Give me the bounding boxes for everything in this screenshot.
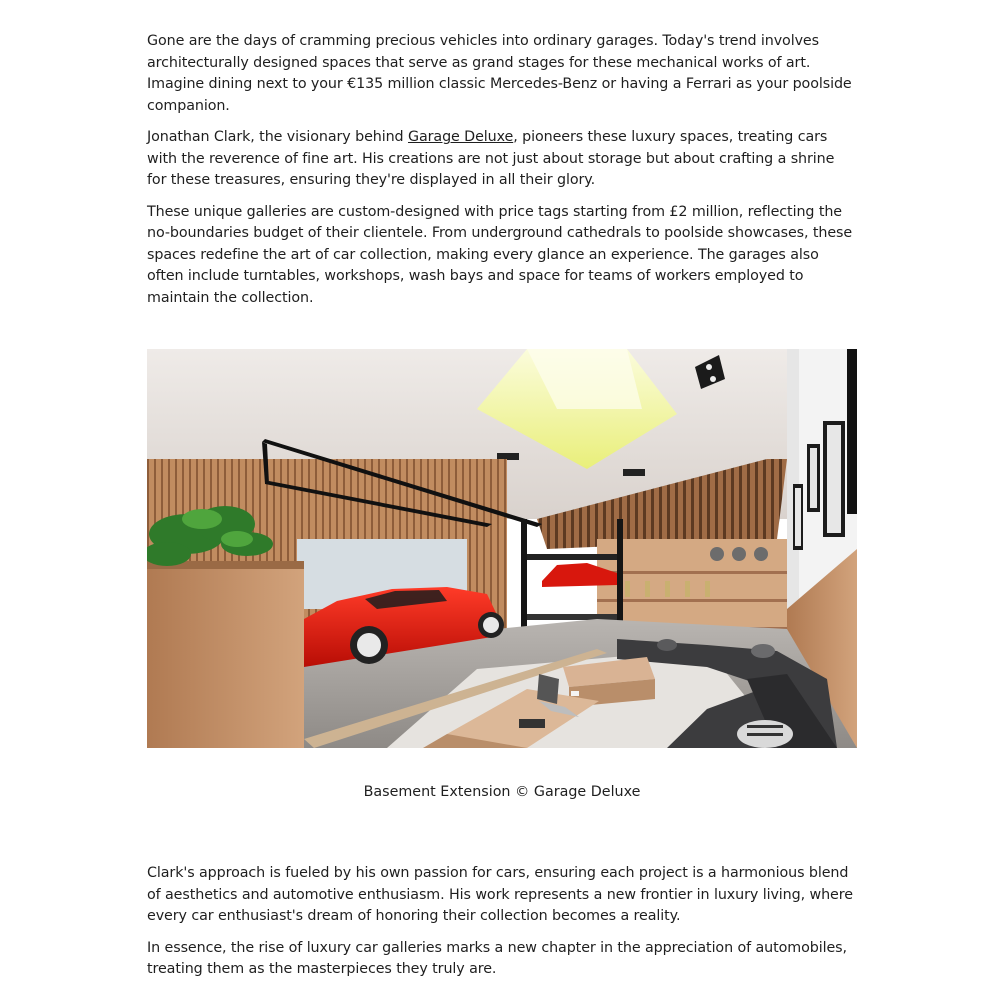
paragraph-approach: Clark's approach is fueled by his own passion for cars, ensuring each project is a harmonious blend of aesthetics and automotive enthusiasm. His work represents a new frontier in luxury living, where every car enthusiast's dream of honoring their collection becomes a reality. [147,865,853,924]
paragraph-text-after-link: , pioneers these luxury spaces, treating cars with the reverence of fine art. His creations are not just about storage but about crafting a shrine for these treasures, ensuring they're displayed in all their glory. [147,129,835,188]
paragraph-conclusion: In essence, the rise of luxury car galleries marks a new chapter in the appreciation of automobiles, treating them as the masterpieces they truly are. [147,939,847,977]
basement-garage-photo [147,349,857,748]
paragraph-galleries: These unique galleries are custom-designed with price tags starting from £2 million, reflecting the no-boundaries budget of their clientele. From underground cathedrals to poolside showcases, these spaces redefine the art of car collection, making every glance an experience. The garages also often include turntables, workshops, wash bays and space for teams of workers employed to maintain the collection. [147,203,853,306]
article-body [147,0,857,981]
paragraph-text-before-link: Jonathan Clark, the visionary behind [147,129,408,145]
paragraph-intro: Gone are the days of cramming precious vehicles into ordinary garages. Today's trend involves architecturally designed spaces that serve as grand stages for these mechanical works of art. Imagine dining next to your €135 million classic Mercedes-Benz or having a Ferrari as your poolside companion. [147,33,852,114]
paragraph-jonathan-clark [147,127,857,192]
garage-deluxe-link[interactable]: Garage Deluxe [407,129,514,145]
figure-caption: Basement Extension © Garage Deluxe [363,784,641,800]
